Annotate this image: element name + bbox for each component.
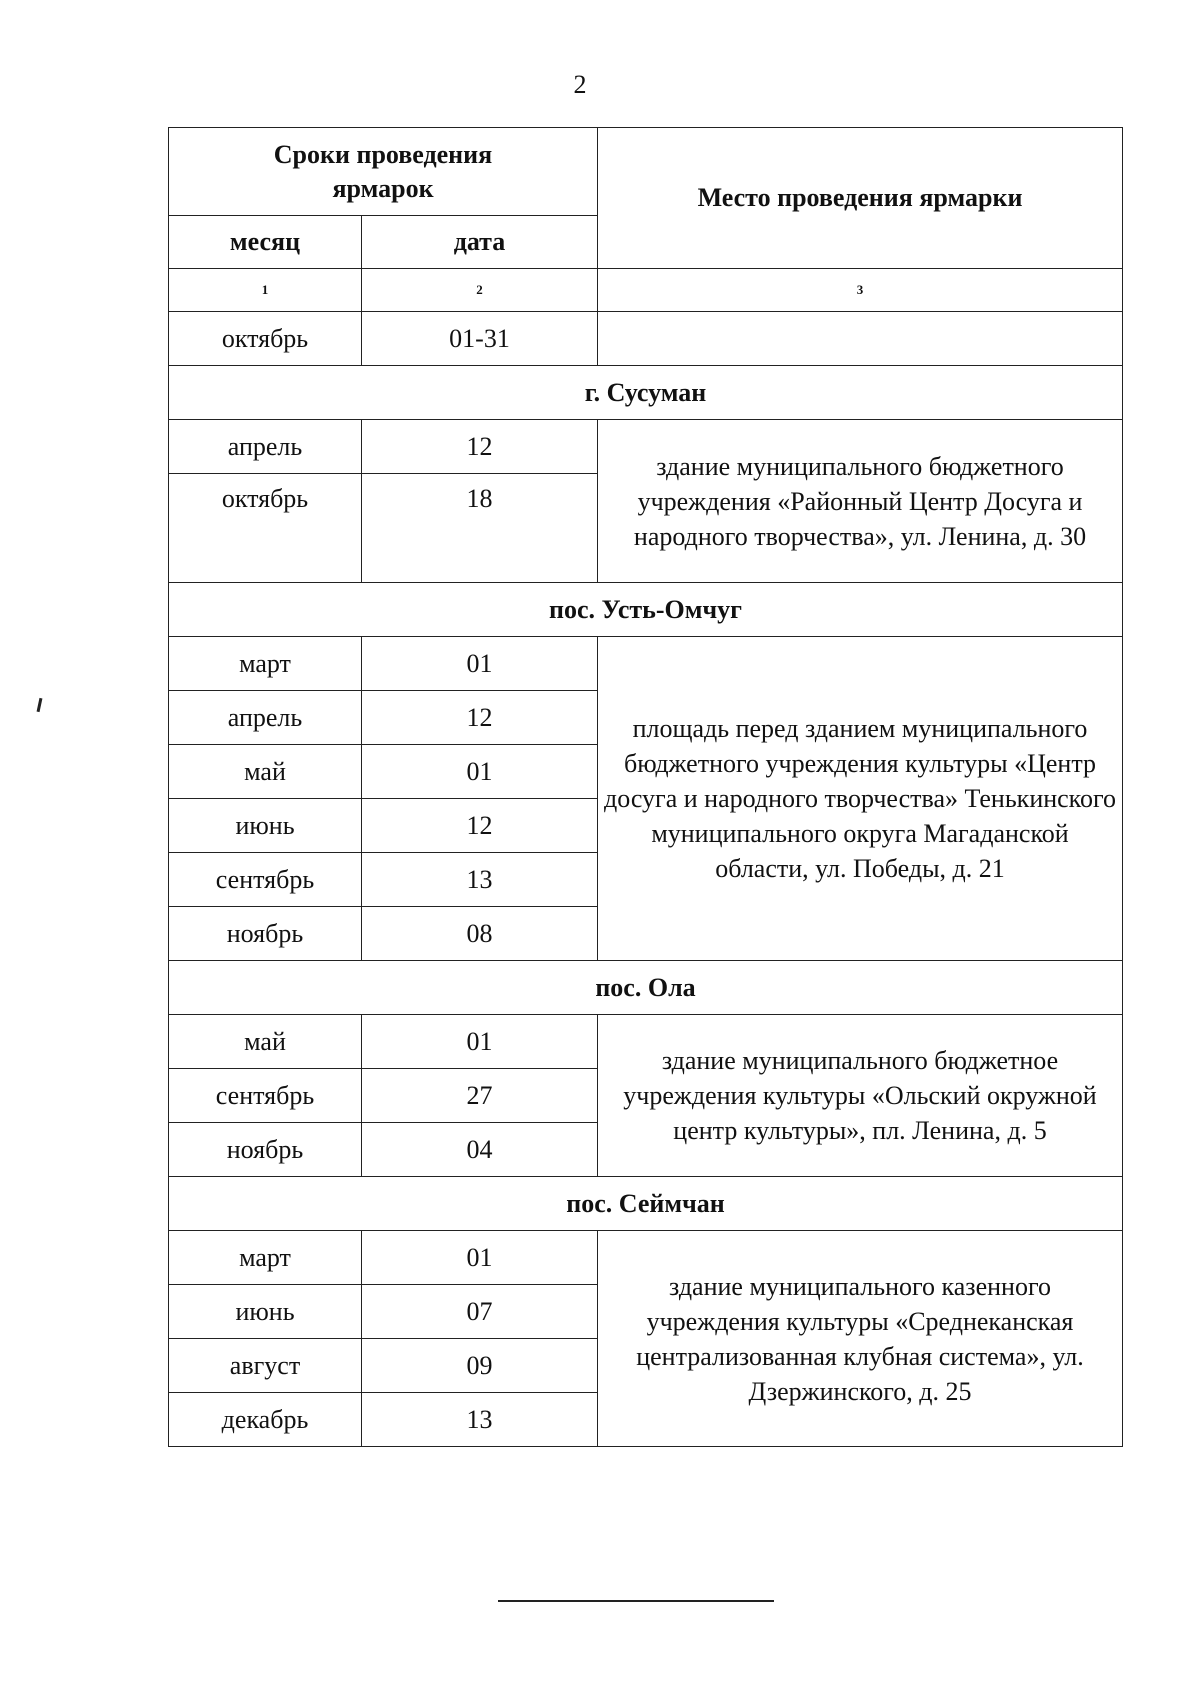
month-cell: март — [169, 637, 362, 691]
date-cell: 12 — [362, 799, 598, 853]
terms-header: Сроки проведения ярмарок — [169, 128, 598, 216]
fair-schedule-table — [168, 127, 1123, 1447]
sections-body — [169, 366, 1123, 1447]
table-row — [169, 312, 1123, 366]
month-header: месяц — [169, 216, 362, 269]
month-cell: апрель — [169, 691, 362, 745]
date-cell: 12 — [362, 691, 598, 745]
date-cell: 01-31 — [362, 312, 598, 366]
date-cell: 18 — [362, 474, 598, 583]
place-cell: здание муниципального казенного учреждения культуры «Среднеканская централизованная клубная система», ул. Дзержинского, д. 25 — [598, 1231, 1123, 1447]
month-cell: октябрь — [169, 474, 362, 583]
scan-mark — [37, 698, 43, 712]
date-cell: 08 — [362, 907, 598, 961]
section-title: г. Сусуман — [169, 366, 1123, 420]
section-header-row — [169, 583, 1123, 637]
column-number-3: 3 — [598, 269, 1123, 312]
date-cell: 09 — [362, 1339, 598, 1393]
month-cell: июнь — [169, 799, 362, 853]
page-number: 2 — [573, 70, 587, 99]
date-cell: 13 — [362, 853, 598, 907]
place-cell: здание муниципального бюджетного учреждения «Районный Центр Досуга и народного творчества», ул. Ленина, д. 30 — [598, 420, 1123, 583]
section-header-row — [169, 1177, 1123, 1231]
table-row — [169, 1015, 1123, 1069]
section-title: пос. Усть-Омчуг — [169, 583, 1123, 637]
date-header: дата — [362, 216, 598, 269]
date-cell: 01 — [362, 1231, 598, 1285]
month-cell: апрель — [169, 420, 362, 474]
date-cell: 04 — [362, 1123, 598, 1177]
date-cell: 01 — [362, 1015, 598, 1069]
month-cell: сентябрь — [169, 1069, 362, 1123]
footer-rule — [498, 1600, 774, 1602]
month-cell: август — [169, 1339, 362, 1393]
place-cell: здание муниципального бюджетное учреждения культуры «Ольский окружной центр культуры», пл. Ленина, д. 5 — [598, 1015, 1123, 1177]
section-header-row — [169, 961, 1123, 1015]
date-cell: 01 — [362, 745, 598, 799]
date-cell: 07 — [362, 1285, 598, 1339]
column-number-1: 1 — [169, 269, 362, 312]
table-row — [169, 420, 1123, 474]
section-title: пос. Ола — [169, 961, 1123, 1015]
table-row — [169, 637, 1123, 691]
place-cell: площадь перед зданием муниципального бюджетного учреждения культуры «Центр досуга и народного творчества» Тенькинского муниципального округа Магаданской области, ул. Победы, д. 21 — [598, 637, 1123, 961]
place-cell — [598, 312, 1123, 366]
place-header: Место проведения ярмарки — [598, 128, 1123, 269]
date-cell: 27 — [362, 1069, 598, 1123]
month-cell: июнь — [169, 1285, 362, 1339]
month-cell: декабрь — [169, 1393, 362, 1447]
month-cell: май — [169, 745, 362, 799]
section-title: пос. Сеймчан — [169, 1177, 1123, 1231]
month-cell: ноябрь — [169, 1123, 362, 1177]
date-cell: 01 — [362, 637, 598, 691]
date-cell: 12 — [362, 420, 598, 474]
date-cell: 13 — [362, 1393, 598, 1447]
month-cell: май — [169, 1015, 362, 1069]
month-cell: сентябрь — [169, 853, 362, 907]
section-header-row — [169, 366, 1123, 420]
column-number-2: 2 — [362, 269, 598, 312]
table-row — [169, 1231, 1123, 1285]
month-cell: октябрь — [169, 312, 362, 366]
month-cell: ноябрь — [169, 907, 362, 961]
month-cell: март — [169, 1231, 362, 1285]
